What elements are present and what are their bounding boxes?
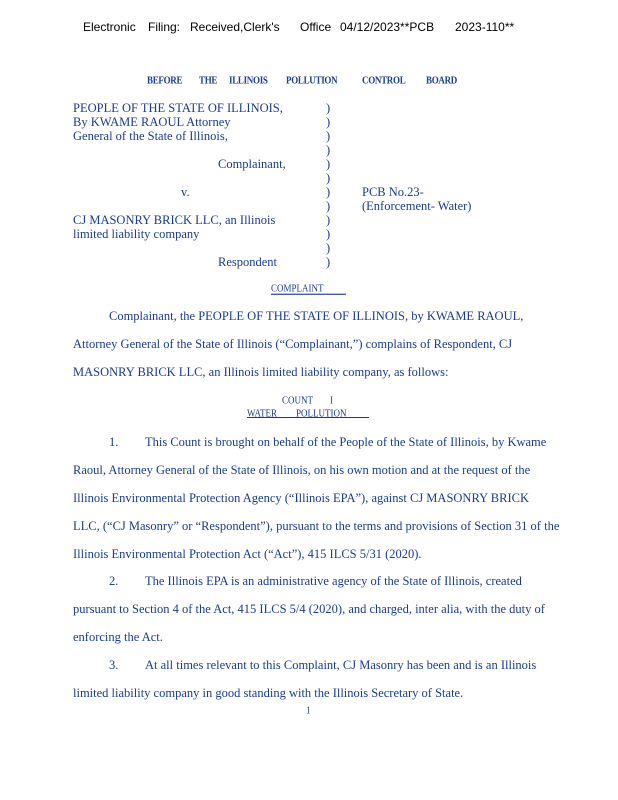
intro-line: Complainant, the PEOPLE OF THE STATE OF ILLINOIS, by KWAME RAOUL, <box>109 309 524 323</box>
count-number: I <box>330 394 333 406</box>
paragraph-line: pursuant to Section 4 of the Act, 415 ILCS 5/4 (2020), and charged, inter alia, with the duty of <box>73 602 545 616</box>
case-type: (Enforcement- Water) <box>362 199 472 213</box>
caption-paren: ) <box>326 101 331 115</box>
paragraph-line: LLC, (“CJ Masonry” or “Respondent”), pursuant to the terms and provisions of Section 31 of the <box>73 519 560 533</box>
versus: v. <box>181 185 190 199</box>
paragraph-line: At all times relevant to this Complaint, CJ Masonry has been and is an Illinois <box>145 658 537 672</box>
caption-paren: ) <box>326 241 331 255</box>
caption-paren: ) <box>326 213 331 227</box>
count-pollution: POLLUTION <box>296 407 347 419</box>
paragraph-number: 3. <box>109 658 119 672</box>
board-word: CONTROL <box>362 74 406 86</box>
caption-paren: ) <box>326 199 331 213</box>
board-word: BEFORE <box>147 74 183 86</box>
paragraph-line: The Illinois EPA is an administrative agency of the State of Illinois, created <box>145 574 522 588</box>
plaintiff-line: PEOPLE OF THE STATE OF ILLINOIS, <box>73 101 283 115</box>
paragraph-line: enforcing the Act. <box>73 630 163 644</box>
plaintiff-line: General of the State of Illinois, <box>73 129 228 143</box>
board-word: ILLINOIS <box>229 74 268 86</box>
intro-line: MASONRY BRICK LLC, an Illinois limited liability company, as follows: <box>73 365 449 379</box>
paragraph-line: limited liability company in good standing with the Illinois Secretary of State. <box>73 686 464 700</box>
paragraph-line: Illinois Environmental Protection Act (“Act”), 415 ILCS 5/31 (2020). <box>73 547 422 561</box>
complainant-label: Complainant, <box>218 157 286 171</box>
case-number: PCB No.23- <box>362 185 424 199</box>
stamp-electronic: Electronic <box>83 20 136 34</box>
plaintiff-line: By KWAME RAOUL Attorney <box>73 115 231 129</box>
paragraph-line: Illinois Environmental Protection Agency (“Illinois EPA”), against CJ MASONRY BRICK <box>73 491 529 505</box>
stamp-office: Office <box>300 20 332 34</box>
intro-line: Attorney General of the State of Illinois (“Complainant,”) complains of Respondent, CJ <box>73 337 513 351</box>
respondent-label: Respondent <box>218 255 278 269</box>
defendant-line: CJ MASONRY BRICK LLC, an Illinois <box>73 213 276 227</box>
board-word: BOARD <box>426 74 458 86</box>
caption-paren: ) <box>326 143 331 157</box>
stamp-filing: Filing: <box>148 20 181 34</box>
caption-paren: ) <box>326 129 331 143</box>
caption-paren: ) <box>326 255 331 269</box>
caption-paren: ) <box>326 115 331 129</box>
paragraph-number: 1. <box>109 435 119 449</box>
caption-paren: ) <box>326 185 331 199</box>
page-number: 1 <box>306 704 311 716</box>
board-word: POLLUTION <box>286 74 338 86</box>
count-water: WATER <box>247 407 277 419</box>
stamp-date: 04/12/2023**PCB <box>340 20 435 34</box>
paragraph-line: This Count is brought on behalf of the People of the State of Illinois, by Kwame <box>145 435 547 449</box>
caption-paren: ) <box>326 227 331 241</box>
count-subheading <box>247 408 369 418</box>
stamp-received: Received,Clerk's <box>190 20 280 34</box>
caption-paren: ) <box>326 171 331 185</box>
caption-paren: ) <box>326 157 331 171</box>
stamp-number: 2023-110** <box>455 20 515 34</box>
complaint-heading: COMPLAINT <box>271 282 346 295</box>
defendant-line: limited liability company <box>73 227 200 241</box>
paragraph-line: Raoul, Attorney General of the State of Illinois, on his own motion and at the request of the <box>73 463 531 477</box>
board-word: THE <box>199 74 218 86</box>
paragraph-number: 2. <box>109 574 119 588</box>
count-label: COUNT <box>282 394 313 406</box>
